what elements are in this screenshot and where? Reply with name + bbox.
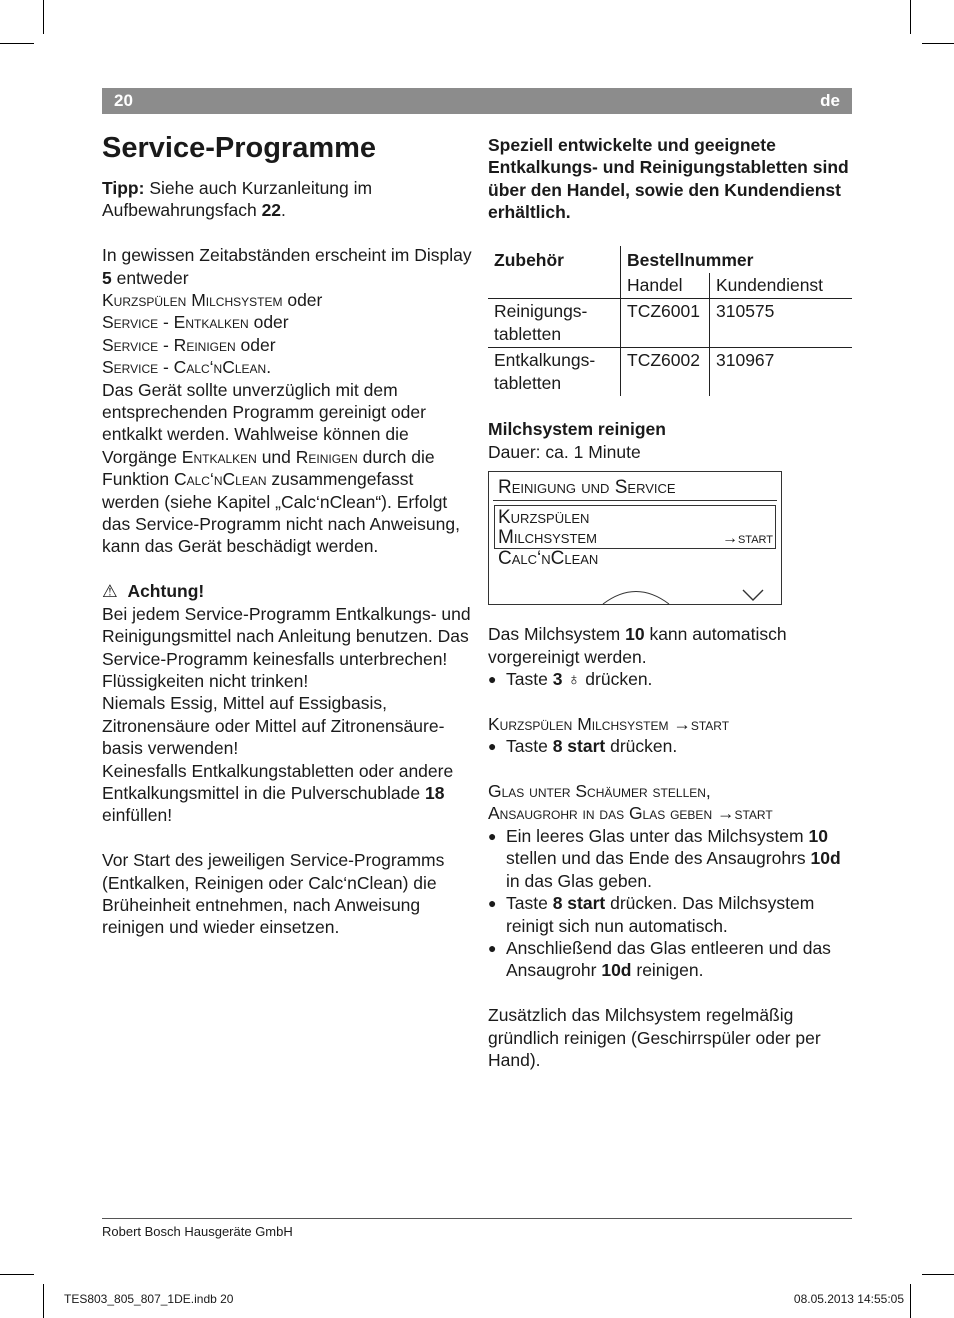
warning-icon: ⚠	[102, 581, 118, 602]
option-calcnclean: Service - Calc‘nClean.	[102, 357, 272, 378]
bullet-list	[488, 825, 854, 982]
print-slug-file: TES803_805_807_1DE.indb 20	[64, 1292, 234, 1306]
display-start-label: →start	[721, 530, 773, 548]
bullet-list	[488, 668, 854, 690]
crop-mark	[0, 43, 34, 44]
list-item: ● Taste 8 start drücken.	[488, 735, 854, 757]
list-item: ● Ein leeres Glas unter das Milchsystem 10 stellen und das Ende des Ansaugrohrs 10d in das Glas geben.	[488, 825, 854, 892]
display-line: Kurzspülen	[498, 507, 590, 529]
option-entkalken: Service - Entkalken oder	[102, 312, 289, 333]
display-intro: In gewissen Zeitabständen erscheint im Display 5 entweder	[102, 245, 472, 288]
crop-mark	[43, 1284, 44, 1318]
display-line: Milchsystem	[498, 527, 597, 549]
print-slug-date: 08.05.2013 14:55:05	[793, 1292, 904, 1306]
warning-text: Bei jedem Service-Programm Entkalkungs- und Reinigungsmittel nach Anleitung benutzen. Das Service-Programm keinesfalls unterbrechen!	[102, 603, 471, 669]
page-title: Service-Programme	[102, 132, 377, 164]
display-illustration	[488, 471, 782, 605]
left-column	[102, 130, 472, 939]
table-row: Reinigungs-tabletten TCZ6001 310575	[488, 299, 852, 348]
bullet-list	[488, 735, 854, 757]
display-divider	[493, 500, 777, 501]
crop-mark	[0, 1274, 34, 1275]
crop-mark	[43, 0, 44, 34]
intro-bold: Speziell entwickelte und geeignete Entkalkungs- und Reinigungstabletten sind über den Handel, sowie den Kundendienst erhältlich.	[488, 135, 849, 223]
table-subheader-row: Handel Kundendienst	[488, 273, 852, 299]
warning-heading: ⚠ Achtung!	[102, 581, 205, 602]
accessory-table	[488, 246, 852, 396]
page-header-bar	[102, 88, 852, 114]
body-paragraph: Das Milchsystem 10 kann automatisch vorgereinigt werden.	[488, 624, 787, 667]
duration-text: Dauer: ca. 1 Minute	[488, 441, 641, 462]
display-message: Glas unter Schäumer stellen,	[488, 781, 711, 802]
footer-company: Robert Bosch Hausgeräte GmbH	[102, 1224, 293, 1239]
display-line: Calc‘nClean	[498, 548, 599, 570]
crop-mark	[910, 1284, 911, 1318]
milk-rinse-icon: ♁	[567, 669, 581, 690]
table-header-row: Zubehör Bestellnummer	[488, 246, 852, 273]
warning-text: Flüssigkeiten nicht trinken!	[102, 670, 309, 691]
chevron-down-icon	[741, 588, 765, 602]
page-number: 20	[114, 91, 133, 110]
footer-divider	[102, 1218, 852, 1219]
display-message: Kurzspülen Milchsystem →start	[488, 713, 730, 734]
list-item: ● Taste 3 ♁ drücken.	[488, 668, 854, 690]
option-reinigen: Service - Reinigen oder	[102, 334, 276, 355]
table-row: Entkalkungs-tabletten TCZ6002 310967	[488, 348, 852, 396]
warning-text: Niemals Essig, Mittel auf Essigbasis, Zitronensäure oder Mittel auf Zitronensäurebasis verwenden!	[102, 693, 445, 759]
list-item: ● Anschließend das Glas entleeren und das Ansaugrohr 10d reinigen.	[488, 937, 854, 982]
language-code: de	[820, 91, 840, 110]
right-column	[488, 134, 854, 1071]
list-item: ● Taste 8 start drücken. Das Milchsystem reinigt sich nun automatisch.	[488, 892, 854, 937]
crop-mark	[922, 43, 954, 44]
display-title: Reinigung und Service	[498, 477, 676, 499]
warning-text: Keinesfalls Entkalkungstabletten oder andere Entkalkungsmittel in die Pulverschublade 18 einfüllen!	[102, 760, 454, 826]
body-paragraph: Zusätzlich das Milchsystem regelmäßig gründlich reinigen (Geschirrspüler oder per Hand).	[488, 1005, 821, 1070]
body-paragraph: Das Gerät sollte unverzüglich mit dem entsprechenden Programm gereinigt oder entkalkt werden. Wahlweise können die Vorgänge Entkalken und Reinigen durch die Funktion Calc‘nClean zusammengefasst werden (siehe Kapitel „Calc‘nClean“). Erfolgt das Service-Programm nicht nach Anweisung, kann das Gerät beschädigt werden.	[102, 379, 460, 557]
option-kurzspuelen: Kurzspülen Milchsystem oder	[102, 290, 323, 311]
tip-label: Tipp:	[102, 178, 145, 198]
display-message: Ansaugrohr in das Glas geben →start	[488, 803, 773, 824]
crop-mark	[910, 0, 911, 34]
section-title: Milchsystem reinigen	[488, 419, 666, 440]
tip-paragraph: Tipp: Siehe auch Kurzanleitung im Aufbewahrungsfach 22.	[102, 178, 373, 221]
body-paragraph: Vor Start des jeweiligen Service-Programms (Entkalken, Reinigen oder Calc‘nClean) die Brüheinheit entnehmen, nach Anweisung reinigen und wieder einsetzen.	[102, 850, 445, 938]
crop-mark	[922, 1274, 954, 1275]
display-arc-icon	[601, 585, 671, 605]
